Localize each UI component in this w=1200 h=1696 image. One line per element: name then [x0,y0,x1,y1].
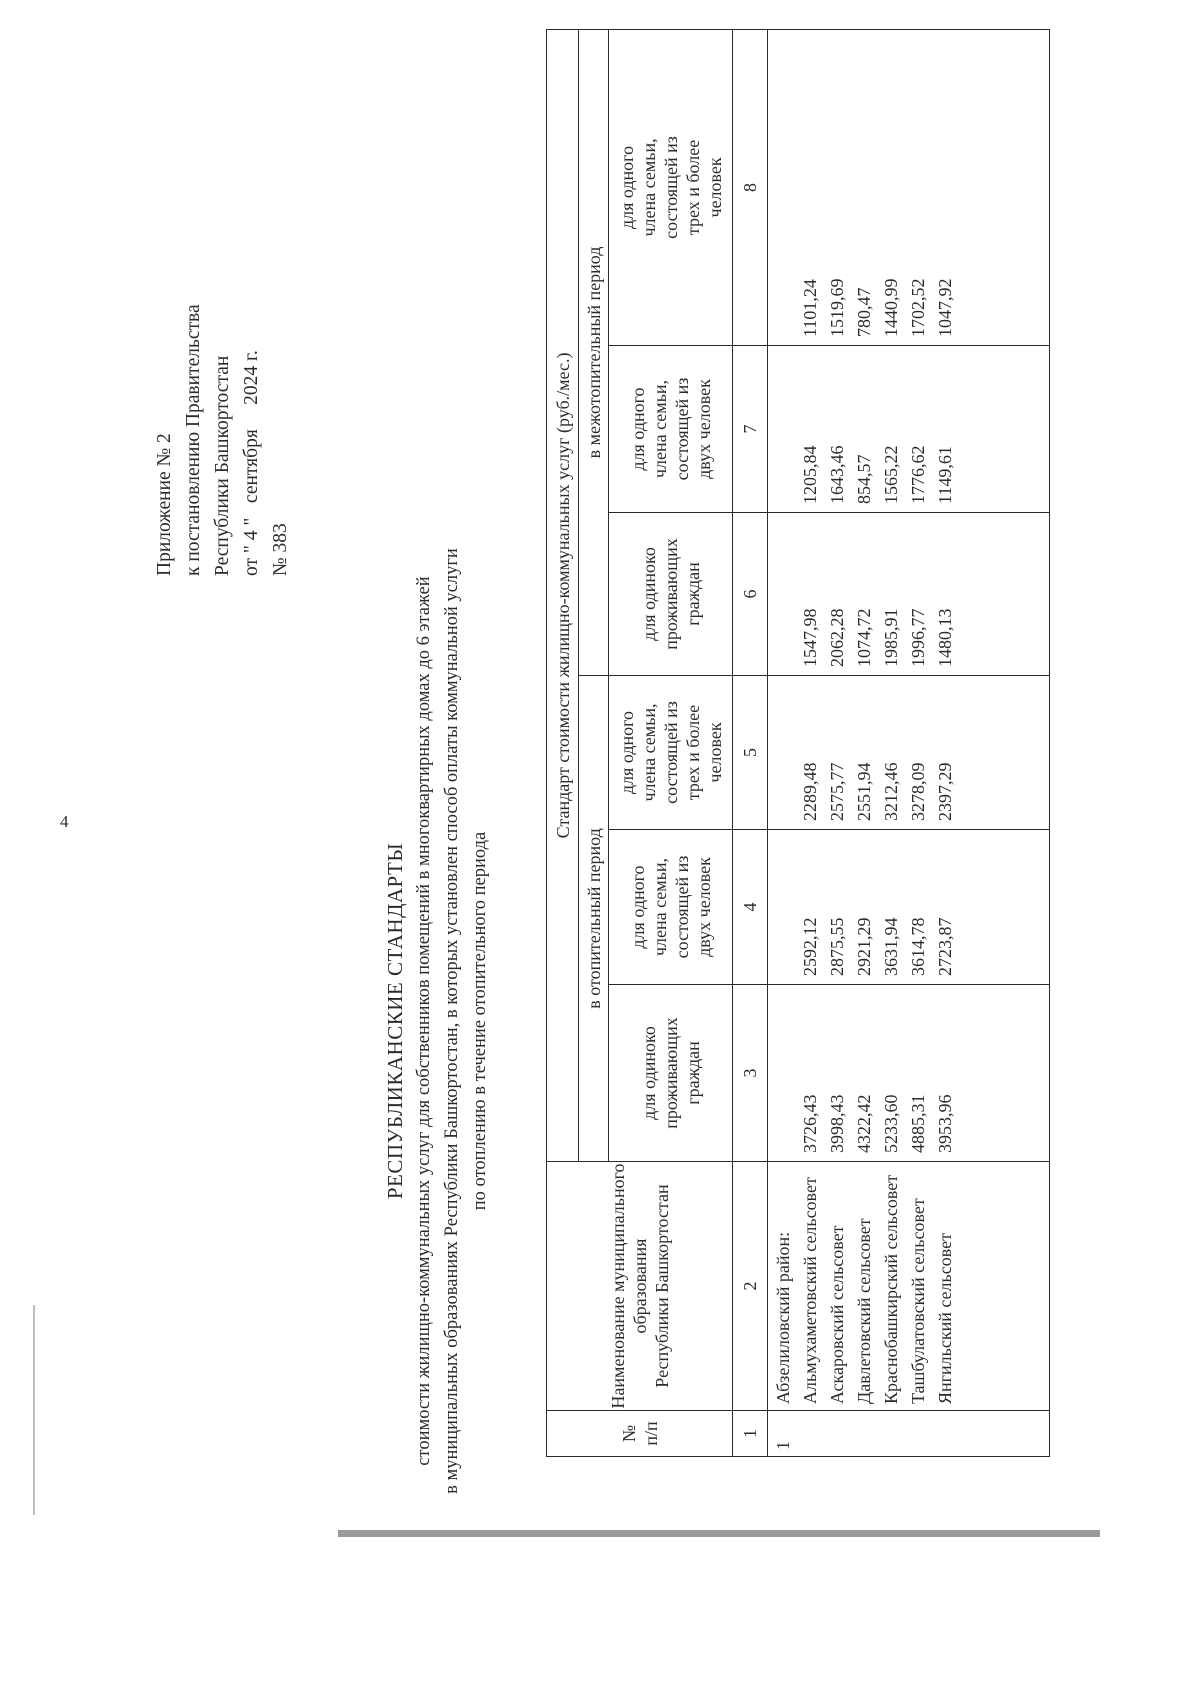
column-number: 6 [733,513,768,676]
header-line: для одиноко [638,547,659,641]
header-line: члена семьи, [638,703,659,802]
value-cell: 2062,28 [827,608,847,667]
value-cell: 2723,87 [935,917,955,976]
header-line: двух человек [693,379,714,479]
header-line: для одного [616,145,637,230]
municipality-name: Янгильский сельсовет [935,1233,955,1404]
values-col-3 [768,985,1050,1162]
header-line: члена семьи, [638,138,659,237]
value-cell: 1776,62 [908,445,928,504]
header-line: для одного [627,865,648,949]
municipality-name: Ташбулатовский сельсовет [908,1198,928,1404]
value-cell: 1101,24 [800,279,820,337]
document-heading [380,496,494,1546]
header-line: члена семьи, [649,379,670,479]
value-cell: 3631,94 [881,917,901,976]
appendix-line: Республики Башкортостан [212,355,233,576]
municipality-names [768,1162,1050,1411]
value-cell: 2575,77 [827,762,847,821]
header-line: человек [704,157,725,218]
municipality-name: Краснобашкирский сельсовет [881,1174,901,1404]
value-cell: 1074,72 [854,608,874,667]
header-two-person-family [609,830,733,985]
spacer-line [770,352,797,504]
value-cell: 1205,84 [800,445,820,504]
column-number: 1 [733,1411,768,1457]
appendix-line: Приложение № 2 [154,433,175,576]
header-line: граждан [682,1041,703,1105]
appendix-line: к постановлению Правительства [183,304,204,576]
header-municipality [547,1162,733,1411]
municipality-name: Аскаровский сельсовет [827,1225,847,1404]
column-number: 5 [733,676,768,830]
document-subtitle-line: стоимости жилищно-коммунальных услуг для собственников помещений в многоквартирных домах до 6 этажей [414,576,434,1466]
values-col-8 [768,29,1050,345]
values-col-7 [768,346,1050,513]
column-number: 8 [733,29,768,345]
header-interheating-period: в межотопительный период [579,29,609,675]
value-cell: 1480,13 [935,608,955,667]
header-line: п/п [640,1421,661,1446]
value-cell: 1985,91 [881,608,901,667]
header-line: для одного [627,387,648,471]
header-line: трех и более [682,704,703,801]
values-col-5 [768,676,1050,830]
spacer-line [770,519,797,667]
value-cell: 1996,77 [908,608,928,667]
header-line: проживающих [660,538,681,650]
header-line: члена семьи, [649,857,670,957]
column-number-row [733,29,768,1456]
value-cell: 3998,43 [827,1094,847,1153]
value-cell: 5233,60 [881,1094,901,1153]
document-subtitle-line: по отоплению в течение отопительного периода [470,831,490,1211]
value-cell: 1047,92 [935,278,955,337]
value-cell: 1643,46 [827,445,847,504]
header-line: трех и более [682,139,703,236]
header-line: состоящей из [660,136,681,239]
district-number: 1 [768,1411,1050,1457]
value-cell: 3278,09 [908,762,928,821]
column-number: 3 [733,985,768,1162]
header-line: граждан [682,562,703,626]
value-cell: 2921,29 [854,917,874,976]
municipality-name: Давлетовский сельсовет [854,1218,874,1404]
value-cell: 780,47 [854,287,874,337]
spacer-line [770,36,797,337]
header-line: Республики Башкортостан [651,1184,672,1388]
appendix-date-line: от " 4 " сентября 2024 г. [241,350,262,576]
value-cell: 3726,43 [800,1094,820,1153]
header-line: состоящей из [671,377,692,481]
column-number: 7 [733,346,768,513]
value-cell: 854,57 [854,454,874,504]
value-cell: 3212,46 [881,762,901,821]
value-cell: 3953,96 [935,1094,955,1153]
spacer-line [770,836,797,976]
value-cell: 1149,61 [935,446,955,504]
value-cell: 2592,12 [800,917,820,976]
page-number: 4 [60,812,69,831]
value-cell: 2289,48 [800,762,820,821]
header-line: проживающих [660,1017,681,1129]
value-cell: 4885,31 [908,1094,928,1153]
header-line: Наименование муниципального [607,1163,628,1409]
value-cell: 1547,98 [800,608,820,667]
header-line: образования [629,1238,650,1334]
values-col-4 [768,830,1050,985]
header-line: состоящей из [671,855,692,959]
appendix-reference [150,304,295,576]
header-line: состоящей из [660,701,681,804]
municipality-name: Альмухаметовский сельсовет [800,1177,820,1404]
value-cell: 1702,52 [908,278,928,337]
document-subtitle-line: в муниципальных образованиях Республики Башкортостан, в которых установлен способ оплаты коммунальной услуги [442,548,462,1494]
value-cell: 2551,94 [854,762,874,821]
spacer-line [770,991,797,1153]
appendix-number-line: № 383 [270,523,291,576]
header-line: двух человек [693,857,714,957]
header-three-plus-family [609,676,733,830]
spacer-line [770,682,797,821]
header-row-number [547,1411,733,1457]
header-single-resident [609,985,733,1162]
value-cell: 2875,55 [827,917,847,976]
header-heating-period: в отопительный период [579,676,609,1162]
column-number: 2 [733,1162,768,1411]
values-col-6 [768,513,1050,676]
header-single-resident [609,513,733,676]
column-number: 4 [733,830,768,985]
header-standard-cost: Стандарт стоимости жилищно-коммунальных услуг (руб./мес.) [547,29,579,1161]
value-cell: 4322,42 [854,1094,874,1153]
value-cell: 2397,29 [935,762,955,821]
header-line: № [618,1424,639,1443]
value-cell: 1440,99 [881,278,901,337]
standards-table [546,29,1050,1457]
value-cell: 1519,69 [827,278,847,337]
value-cell: 3614,78 [908,917,928,976]
value-cell: 1565,22 [881,445,901,504]
header-two-person-family [609,346,733,513]
district-data-row [768,29,1050,1456]
header-line: для одиноко [638,1026,659,1120]
document-title: РЕСПУБЛИКАНСКИЕ СТАНДАРТЫ [383,842,407,1200]
header-line: для одного [616,710,637,795]
header-three-plus-family [609,29,733,345]
header-line: человек [704,722,725,783]
district-name: Абзелиловский район: [773,1231,793,1404]
